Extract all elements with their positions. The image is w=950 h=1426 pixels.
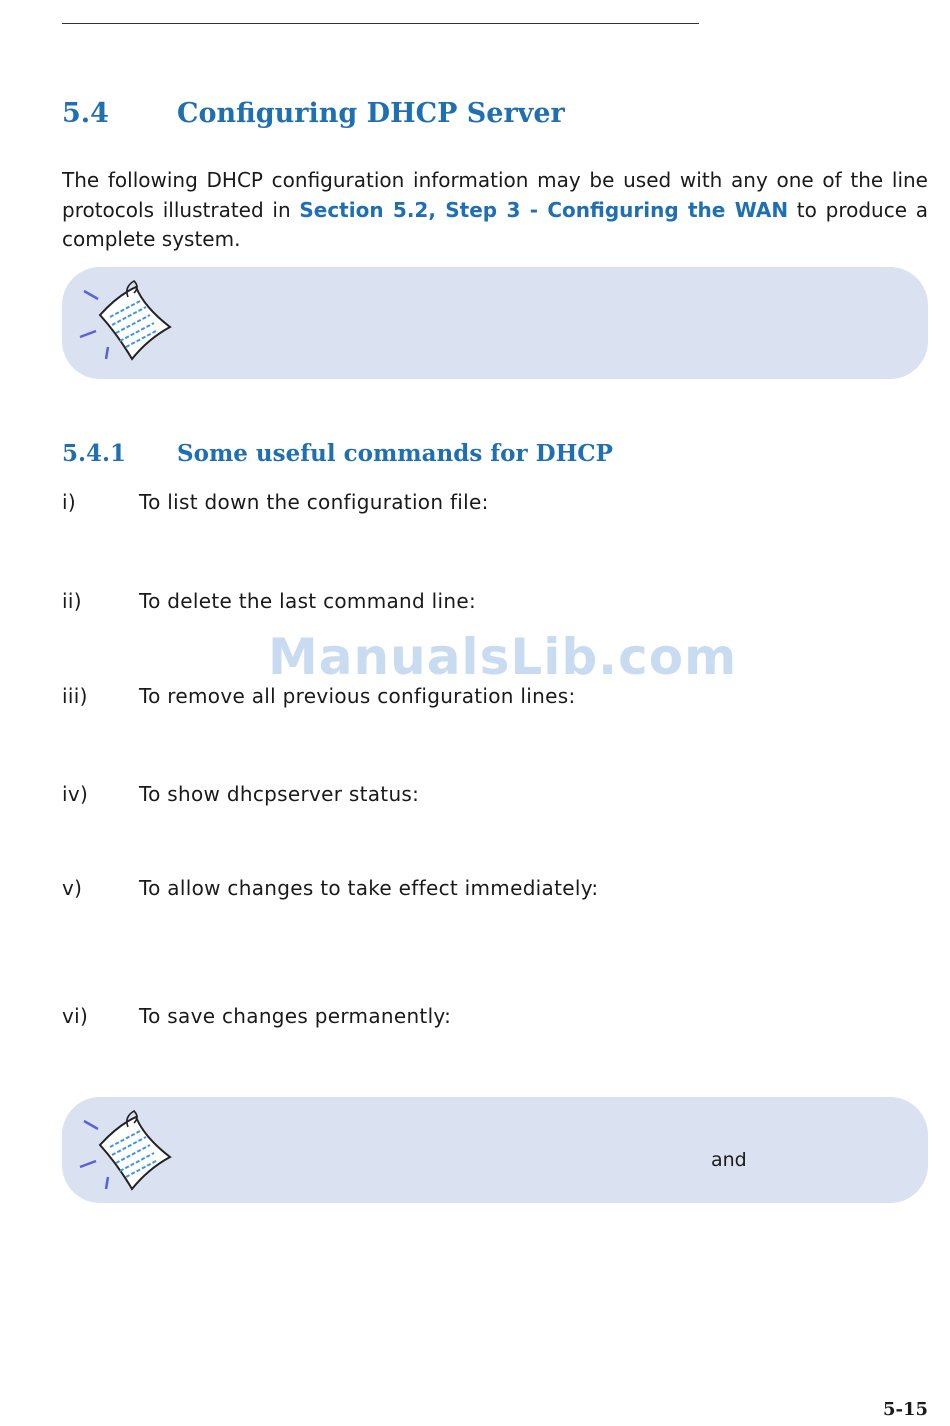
- section-title: Configuring DHCP Server: [177, 98, 565, 129]
- list-item-marker: iii): [62, 684, 88, 708]
- list-item-text: To delete the last command line:: [139, 589, 477, 613]
- intro-text-before: The following DHCP configuration information may be used with any one of the line protocols illustrated in: [62, 168, 928, 222]
- list-item-text: To save changes permanently:: [139, 1004, 452, 1028]
- note-box-1: [62, 267, 928, 379]
- note-box-2: [62, 1097, 928, 1203]
- intro-paragraph: [62, 166, 928, 255]
- list-item-marker: v): [62, 876, 83, 900]
- section-number: 5.4: [62, 98, 109, 129]
- intro-text-after: to produce a complete system.: [62, 197, 928, 251]
- subsection-title: Some useful commands for DHCP: [177, 440, 613, 467]
- list-item-text: To remove all previous configuration lines:: [139, 684, 576, 708]
- list-item-text: To show dhcpserver status:: [139, 782, 420, 806]
- note-text-fragment: and: [711, 1149, 747, 1171]
- list-item-text: To list down the configuration file:: [139, 490, 489, 514]
- note-paper-icon: [78, 1105, 178, 1195]
- list-item-text: To allow changes to take effect immediately:: [139, 876, 599, 900]
- top-rule: [62, 23, 699, 24]
- watermark: ManualsLib.com: [268, 628, 738, 686]
- list-item-marker: vi): [62, 1004, 89, 1028]
- page-number: 5-15: [882, 1399, 928, 1420]
- note-paper-icon: [78, 275, 178, 365]
- list-item-marker: i): [62, 490, 76, 514]
- list-item-marker: iv): [62, 782, 89, 806]
- section-link[interactable]: Section 5.2, Step 3 - Configuring the WAN: [299, 197, 789, 222]
- subsection-number: 5.4.1: [62, 440, 127, 467]
- list-item-marker: ii): [62, 589, 82, 613]
